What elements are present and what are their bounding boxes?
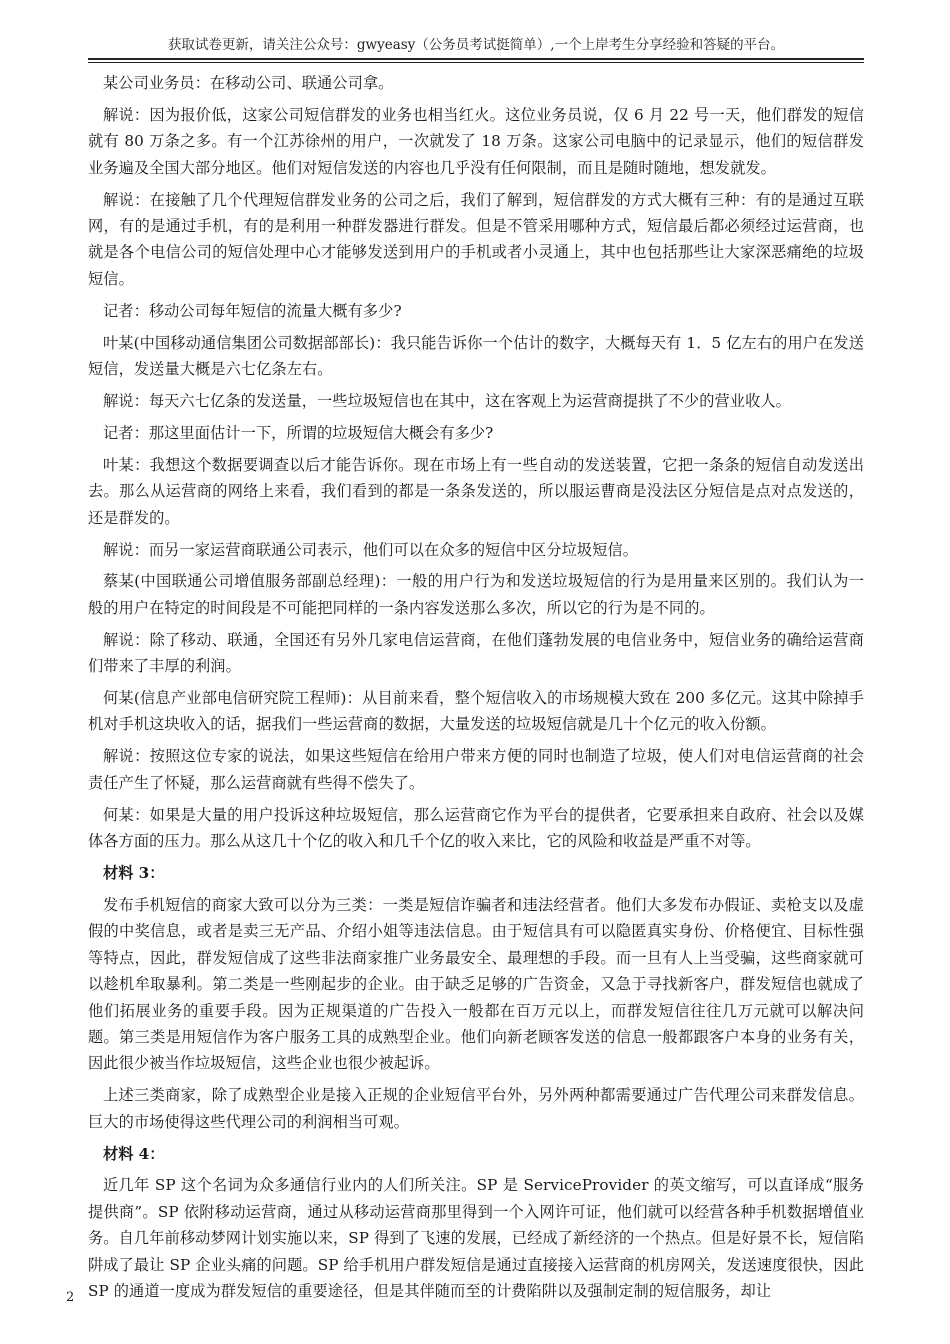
paragraph: 蔡某(中国联通公司增值服务部副总经理)：一般的用户行为和发送垃圾短信的行为是用量来区别的。我们认为一般的用户在特定的时间段是不可能把同样的一条内容发送那么多次，所以它的行为是不同的。 [88,572,864,617]
paragraph: 解说：在接触了几个代理短信群发业务的公司之后，我们了解到，短信群发的方式大概有三种：有的是通过互联网，有的是通过手机，有的是利用一种群发器进行群发。但是不管采用哪种方式，短信最后都必须经过运营商，也就是各个电信公司的短信处理中心才能够发送到用户的手机或者小灵通上，其中也包括那些让大家深恶痛绝的垃圾短信。 [88,190,864,288]
page-header: 获取试卷更新，请关注公众号：gwyeasy（公务员考试挺简单）,一个上岸考生分享经验和答疑的平台。 [167,37,785,53]
paragraph: 近几年 SP 这个名词为众多通信行业内的人们所关注。SP 是 ServiceProvider 的英文缩写，可以直译成“服务提供商”。SP 依附移动运营商，通过从移动运营商那里得到一个入网许可证，他们就可以经营各种手机数据增值业务。自几年前移动梦网计划实施以来，SP 得到了飞速的发展，已经成了新经济的一个热点。但是好景不长，短信陷阱成了最让 SP 企业头痛的问题。SP 给手机用户群发短信是通过直接接入运营商的机房网关，发送速度很快，因此 SP 的通道一度成为群发短信的重要途径，但是其伴随而至的计费陷阱以及强制定制的短信服务，却让 [88,1176,864,1301]
paragraph: 上述三类商家，除了成熟型企业是接入正规的企业短信平台外，另外两种都需要通过广告代理公司来群发信息。巨大的市场使得这些代理公司的利润相当可观。 [88,1086,864,1131]
document-body [88,70,864,1310]
paragraph: 记者：移动公司每年短信的流量大概有多少? [103,301,402,320]
paragraph: 记者：那这里面估计一下，所谓的垃圾短信大概会有多少? [103,423,494,442]
paragraph: 解说：按照这位专家的说法，如果这些短信在给用户带来方便的同时也制造了垃圾，使人们对电信运营商的社会责任产生了怀疑，那么运营商就有些得不偿失了。 [88,747,864,792]
paragraph: 何某(信息产业部电信研究院工程师)：从目前来看，整个短信收入的市场规模大致在 200 多亿元。这其中除掉手机对手机这块收入的话，据我们一些运营商的数据，大量发送的垃圾短信就是几十个亿元的收入份额。 [88,689,864,734]
paragraph: 何某：如果是大量的用户投诉这种垃圾短信，那么运营商它作为平台的提供者，它要承担来自政府、社会以及媒体各方面的压力。那么从这几十个亿的收入和几千个亿的收入来比，它的风险和收益是严重不对等。 [88,805,864,851]
header-divider-thin [88,62,864,63]
paragraph: 叶某(中国移动通信集团公司数据部部长)：我只能告诉你一个估计的数字，大概每天有 1．5 亿左右的用户在发送短信，发送量大概是六七亿条左右。 [88,333,864,379]
paragraph: 解说：因为报价低，这家公司短信群发的业务也相当红火。这位业务员说，仅 6 月 22 号一天，他们群发的短信就有 80 万条之多。有一个江苏徐州的用户，一次就发了 18 万条。这家公司电脑中的记录显示，他们的短信群发业务遍及全国大部分地区。他们对短信发送的内容也几乎没有任何限制，而且是随时随地，想发就发。 [88,105,864,177]
section-heading: 材料 3： [103,863,165,882]
paragraph: 叶某：我想这个数据要调查以后才能告诉你。现在市场上有一些自动的发送装置，它把一条条的短信自动发送出去。那么从运营商的网络上来看，我们看到的都是一条条发送的，所以服运曹商是没法区分短信是点对点发送的，还是群发的。 [88,455,864,527]
header-divider [88,58,864,60]
paragraph: 发布手机短信的商家大致可以分为三类：一类是短信诈骗者和违法经营者。他们大多发布办假证、卖枪支以及虚假的中奖信息，或者是卖三无产品、介绍小姐等违法信息。由于短信具有可以隐匿真实身份、价格便宜、目标性强等特点，因此，群发短信成了这些非法商家推广业务最安全、最理想的手段。而一旦有人上当受骗，这些商家就可以趁机牟取暴利。第二类是一些刚起步的企业。由于缺乏足够的广告资金，又急于寻找新客户，群发短信也就成了他们拓展业务的重要手段。因为正规渠道的广告投入一般都在百万元以上，而群发短信往往几万元就可以解决问题。第三类是用短信作为客户服务工具的成熟型企业。他们向新老顾客发送的信息一般都跟客户本身的业务有关，因此很少被当作垃圾短信，这些企业也很少被起诉。 [88,895,864,1073]
paragraph: 某公司业务员：在移动公司、联通公司拿。 [103,74,394,92]
paragraph: 解说：除了移动、联通，全国还有另外几家电信运营商，在他们蓬勃发展的电信业务中，短信业务的确给运营商们带来了丰厚的利润。 [88,630,864,676]
section-heading: 材料 4： [103,1144,165,1163]
page-number: 2 [66,1290,75,1305]
paragraph: 解说：每天六七亿条的发送量，一些垃圾短信也在其中，这在客观上为运营商提拱了不少的营业收人。 [103,391,791,410]
paragraph: 解说：而另一家运营商联通公司表示，他们可以在众多的短信中区分垃圾短信。 [103,540,639,559]
